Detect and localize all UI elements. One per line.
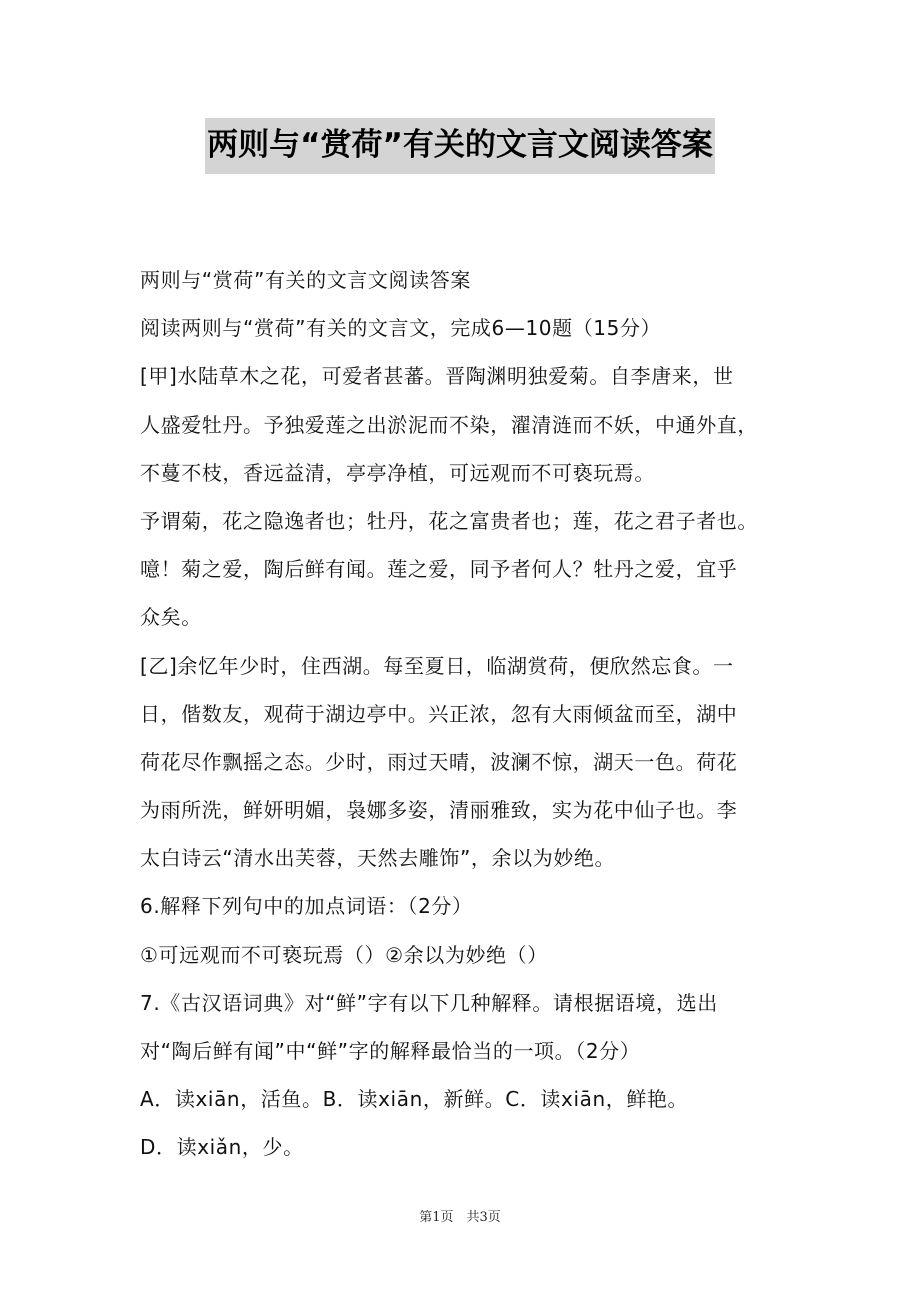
document-body	[140, 256, 790, 1172]
question-6: 6.解释下列句中的加点词语：（2分）	[140, 894, 473, 919]
body-line-passage-b: 为雨所洗，鲜妍明媚，袅娜多姿，清丽雅致，实为花中仙子也。李	[140, 798, 738, 823]
question-7-options: A．读xiān，活鱼。B．读xiān，新鲜。C．读xiān，鲜艳。	[140, 1087, 689, 1112]
body-line-passage-a: 不蔓不枝，香远益清，亭亭净植，可远观而不可亵玩焉。	[140, 460, 655, 485]
body-line-passage-a: 予谓菊，花之隐逸者也；牡丹，花之富贵者也；莲，花之君子者也。	[140, 508, 758, 533]
body-line-passage-b: 荷花尽作飘摇之态。少时，雨过天晴，波澜不惊，湖天一色。荷花	[140, 749, 738, 774]
question-6-items: ①可远观而不可亵玩焉（）②余以为妙绝（）	[140, 942, 548, 967]
question-7: 对“陶后鲜有闻”中“鲜”字的解释最恰当的一项。（2分）	[140, 1039, 641, 1063]
body-line-passage-b: [乙]余忆年少时，住西湖。每至夏日，临湖赏荷，便欣然忘食。一	[140, 653, 734, 678]
question-7: 7.《古汉语词典》对“鲜”字有以下几种解释。请根据语境，选出	[140, 990, 718, 1015]
body-line-instructions: 阅读两则与“赏荷”有关的文言文，完成6—10题（15分）	[140, 316, 662, 341]
body-line-passage-a: 人盛爱牡丹。予独爱莲之出淤泥而不染，濯清涟而不妖，中通外直，	[140, 412, 758, 437]
page-footer: 第1页 共3页	[419, 1210, 501, 1225]
document-title: 两则与“赏荷”有关的文言文阅读答案	[205, 118, 715, 174]
body-line-heading: 两则与“赏荷”有关的文言文阅读答案	[140, 268, 471, 292]
body-line-passage-a: [甲]水陆草木之花，可爱者甚蕃。晋陶渊明独爱菊。自李唐来，世	[140, 364, 734, 389]
title-area	[0, 118, 920, 174]
question-7-options: D．读xiǎn，少。	[140, 1135, 304, 1160]
body-line-passage-b: 太白诗云“清水出芙蓉，天然去雕饰”，余以为妙绝。	[140, 846, 616, 871]
body-line-passage-a: 噫！菊之爱，陶后鲜有闻。莲之爱，同予者何人？牡丹之爱，宜乎	[140, 557, 738, 582]
body-line-passage-a: 众矣。	[140, 605, 202, 630]
body-line-passage-b: 日，偕数友，观荷于湖边亭中。兴正浓，忽有大雨倾盆而至，湖中	[140, 701, 738, 726]
